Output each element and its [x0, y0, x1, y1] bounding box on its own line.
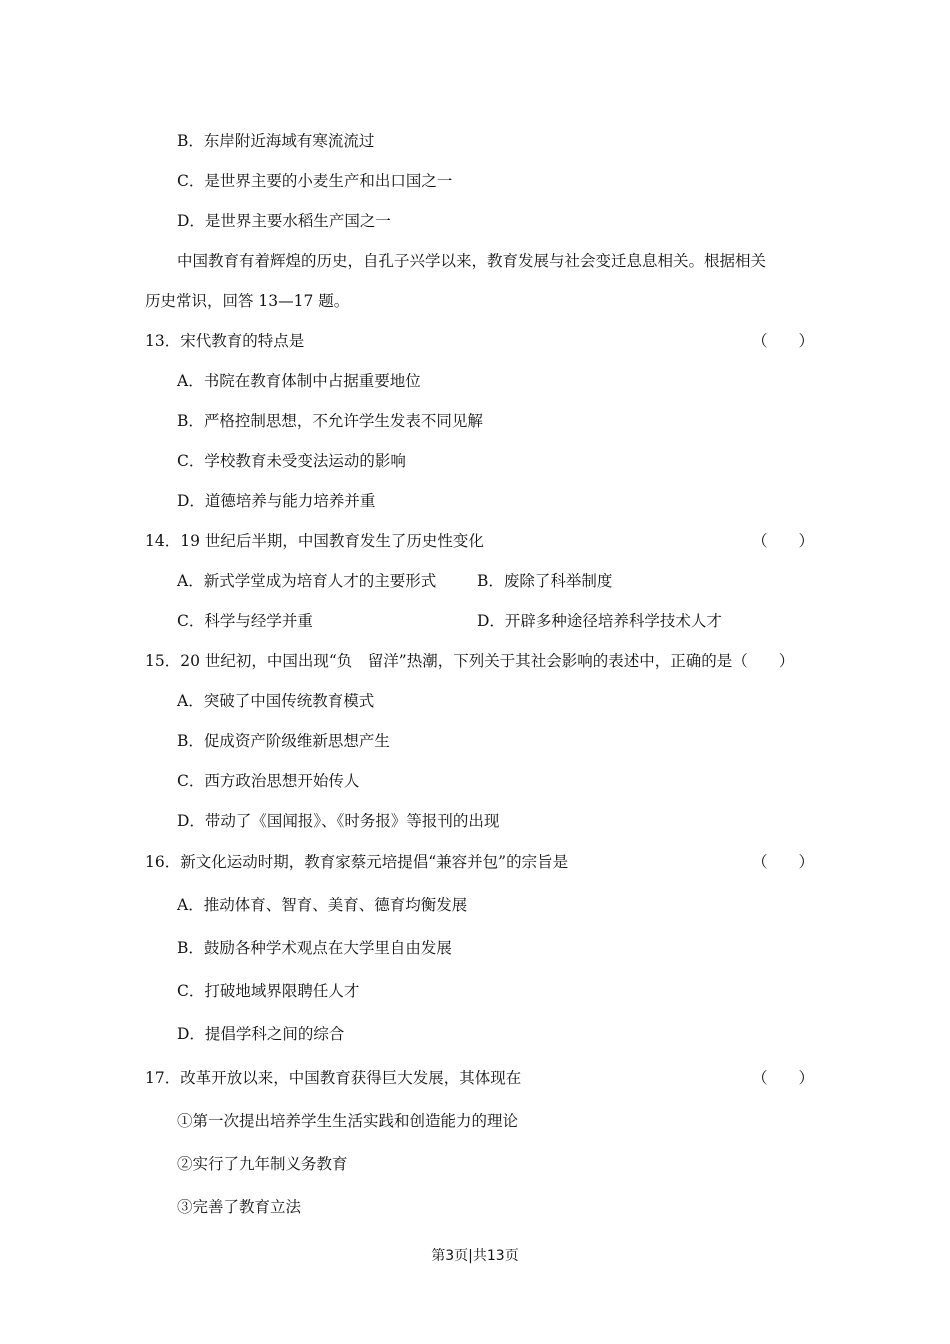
question-16-option-a: A．推动体育、智育、美育、德育均衡发展 [177, 896, 468, 914]
question-15-option-a: A．突破了中国传统教育模式 [177, 692, 375, 710]
question-15-stem: 15．20 世纪初，中国出现“负 留洋”热潮，下列关于其社会影响的表述中，正确的是（ ） [145, 652, 795, 670]
question-13-stem: 13．宋代教育的特点是 [145, 332, 305, 350]
page-footer: 第3页|共13页 [431, 1248, 519, 1264]
question-16-answer-blank: （ ） [752, 853, 815, 871]
question-16-option-b: B．鼓励各种学术观点在大学里自由发展 [177, 939, 452, 957]
question-14-option-b: B．废除了科举制度 [477, 572, 613, 590]
prev-option-d: D．是世界主要水稻生产国之一 [177, 212, 391, 230]
question-14-stem: 14．19 世纪后半期，中国教育发生了历史性变化 [145, 532, 484, 550]
question-17-answer-blank: （ ） [752, 1069, 815, 1087]
question-15-option-d: D．带动了《国闻报》、《时务报》等报刊的出现 [177, 812, 500, 830]
question-15-option-c: C．西方政治思想开始传人 [177, 772, 360, 790]
question-16-option-c: C．打破地域界限聘任人才 [177, 982, 360, 1000]
question-17-item-2: ②实行了九年制义务教育 [177, 1155, 348, 1173]
prev-option-c: C．是世界主要的小麦生产和出口国之一 [177, 172, 453, 190]
question-13-answer-blank: （ ） [752, 332, 815, 350]
question-14-option-a: A．新式学堂成为培育人才的主要形式 [177, 572, 437, 590]
intro-paragraph-line1: 中国教育有着辉煌的历史，自孔子兴学以来，教育发展与社会变迁息息相关。根据相关 [177, 252, 767, 270]
question-17-stem: 17．改革开放以来，中国教育获得巨大发展，其体现在 [145, 1069, 522, 1087]
question-16-option-d: D．提倡学科之间的综合 [177, 1025, 345, 1043]
question-15-option-b: B．促成资产阶级维新思想产生 [177, 732, 390, 750]
question-16-stem: 16．新文化运动时期，教育家蔡元培提倡“兼容并包”的宗旨是 [145, 853, 569, 871]
question-13-option-c: C．学校教育未受变法运动的影响 [177, 452, 406, 470]
question-14-option-d: D．开辟多种途径培养科学技术人才 [477, 612, 722, 630]
question-17-item-1: ①第一次提出培养学生生活实践和创造能力的理论 [177, 1112, 519, 1130]
intro-paragraph-line2: 历史常识，回答 13—17 题。 [145, 292, 350, 310]
prev-option-b: B．东岸附近海域有寒流流过 [177, 132, 375, 150]
question-14-option-c: C．科学与经学并重 [177, 612, 313, 630]
question-17-item-3: ③完善了教育立法 [177, 1198, 302, 1216]
question-14-answer-blank: （ ） [752, 532, 815, 550]
question-13-option-d: D．道德培养与能力培养并重 [177, 492, 376, 510]
question-13-option-a: A．书院在教育体制中占据重要地位 [177, 372, 421, 390]
question-13-option-b: B．严格控制思想，不允许学生发表不同见解 [177, 412, 483, 430]
